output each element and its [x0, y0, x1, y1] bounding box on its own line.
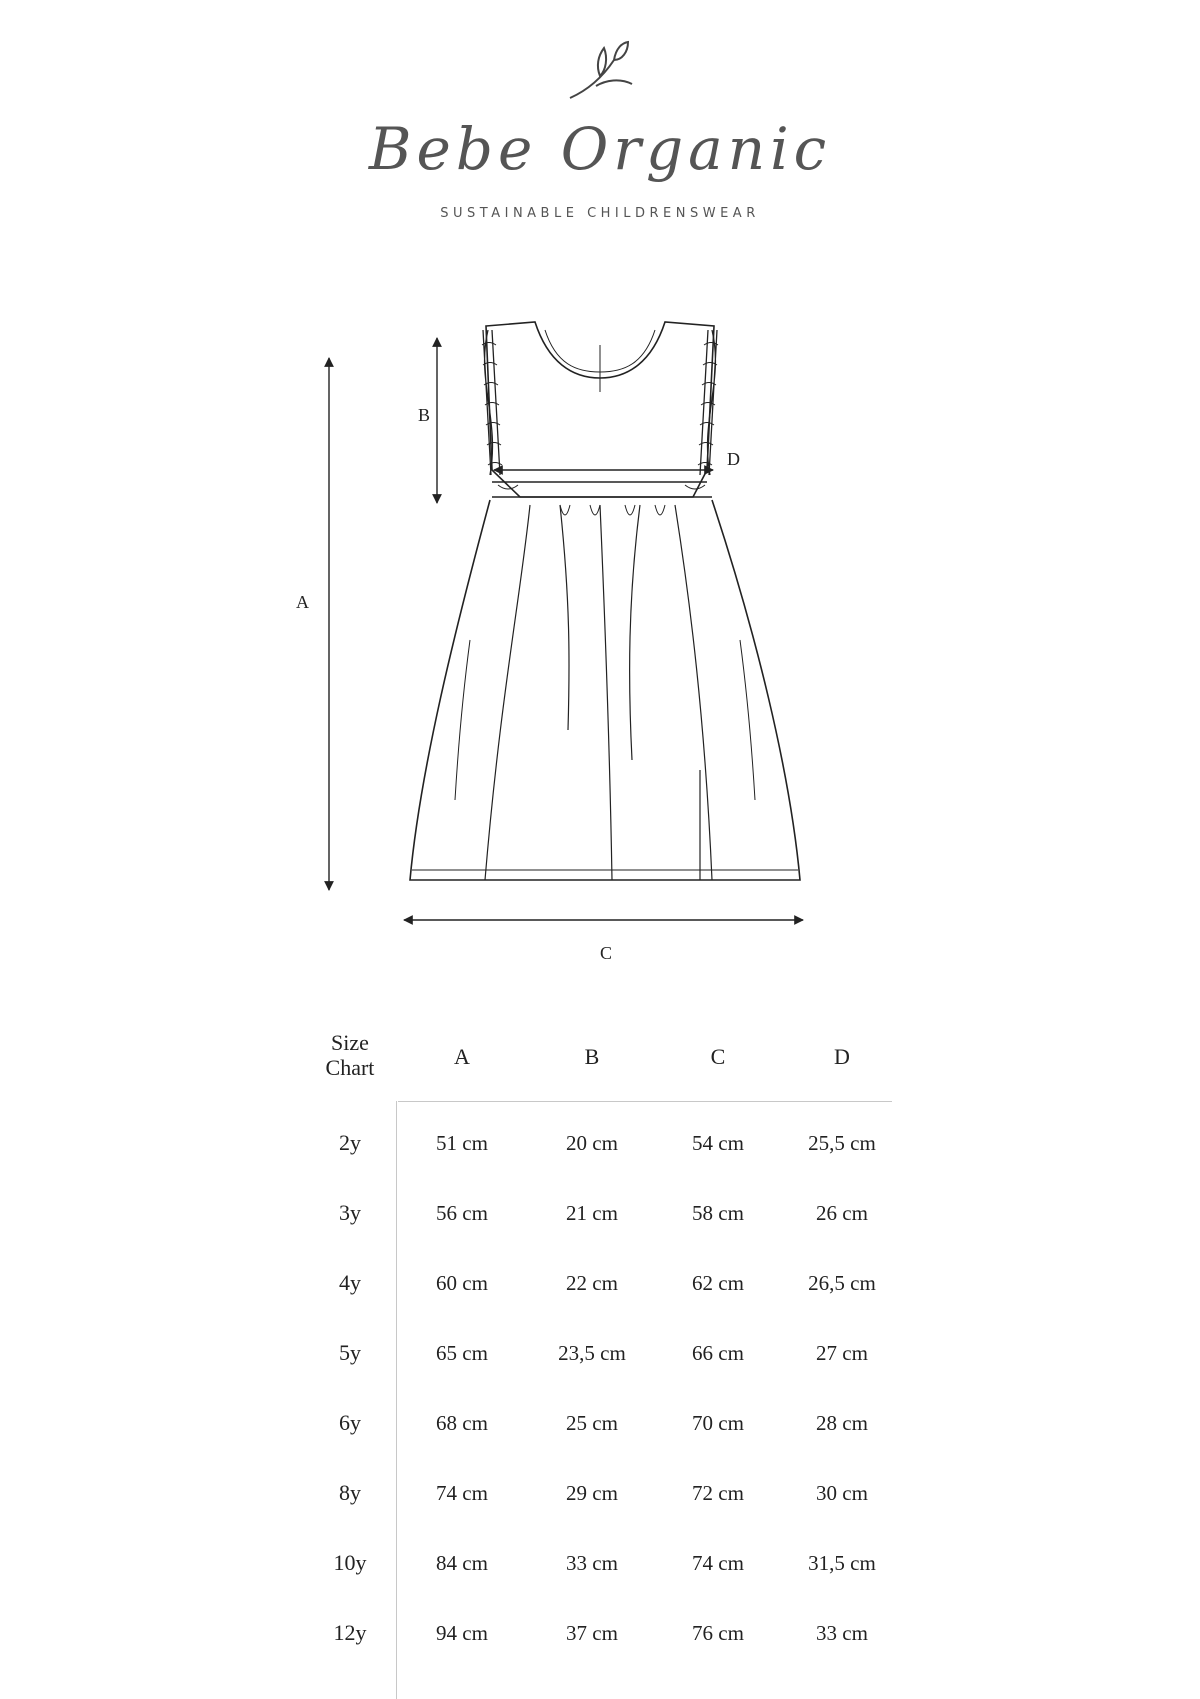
dress-outline: [410, 322, 800, 880]
column-header-a: A: [454, 1044, 470, 1069]
table-row: 2y 51 cm 20 cm 54 cm 25,5 cm: [339, 1130, 876, 1155]
brand-tagline: SUSTAINABLE CHILDRENSWEAR: [440, 206, 760, 221]
dimension-b-label: B: [418, 405, 431, 425]
table-row: 3y 56 cm 21 cm 58 cm 26 cm: [339, 1200, 868, 1225]
table-row: 5y 65 cm 23,5 cm 66 cm 27 cm: [339, 1340, 868, 1365]
column-header-d: D: [834, 1044, 850, 1069]
column-header-c: C: [710, 1044, 726, 1069]
dimension-c-label: C: [600, 943, 613, 963]
dimension-d-label: D: [727, 449, 740, 469]
dimension-a-label: A: [296, 592, 309, 612]
column-divider: [396, 1101, 397, 1699]
table-row: 10y 84 cm 33 cm 74 cm 31,5 cm: [333, 1550, 876, 1575]
table-row: 12y 94 cm 37 cm 76 cm 33 cm: [333, 1620, 868, 1645]
table-row: 8y 74 cm 29 cm 72 cm 30 cm: [339, 1480, 868, 1505]
brand-name: Bebe Organic: [368, 115, 832, 183]
table-row: 6y 68 cm 25 cm 70 cm 28 cm: [339, 1410, 868, 1435]
header-divider: [398, 1101, 892, 1102]
column-header-b: B: [584, 1044, 600, 1069]
size-chart-header: Size Chart: [325, 1030, 375, 1080]
table-row: 4y 60 cm 22 cm 62 cm 26,5 cm: [339, 1270, 876, 1295]
